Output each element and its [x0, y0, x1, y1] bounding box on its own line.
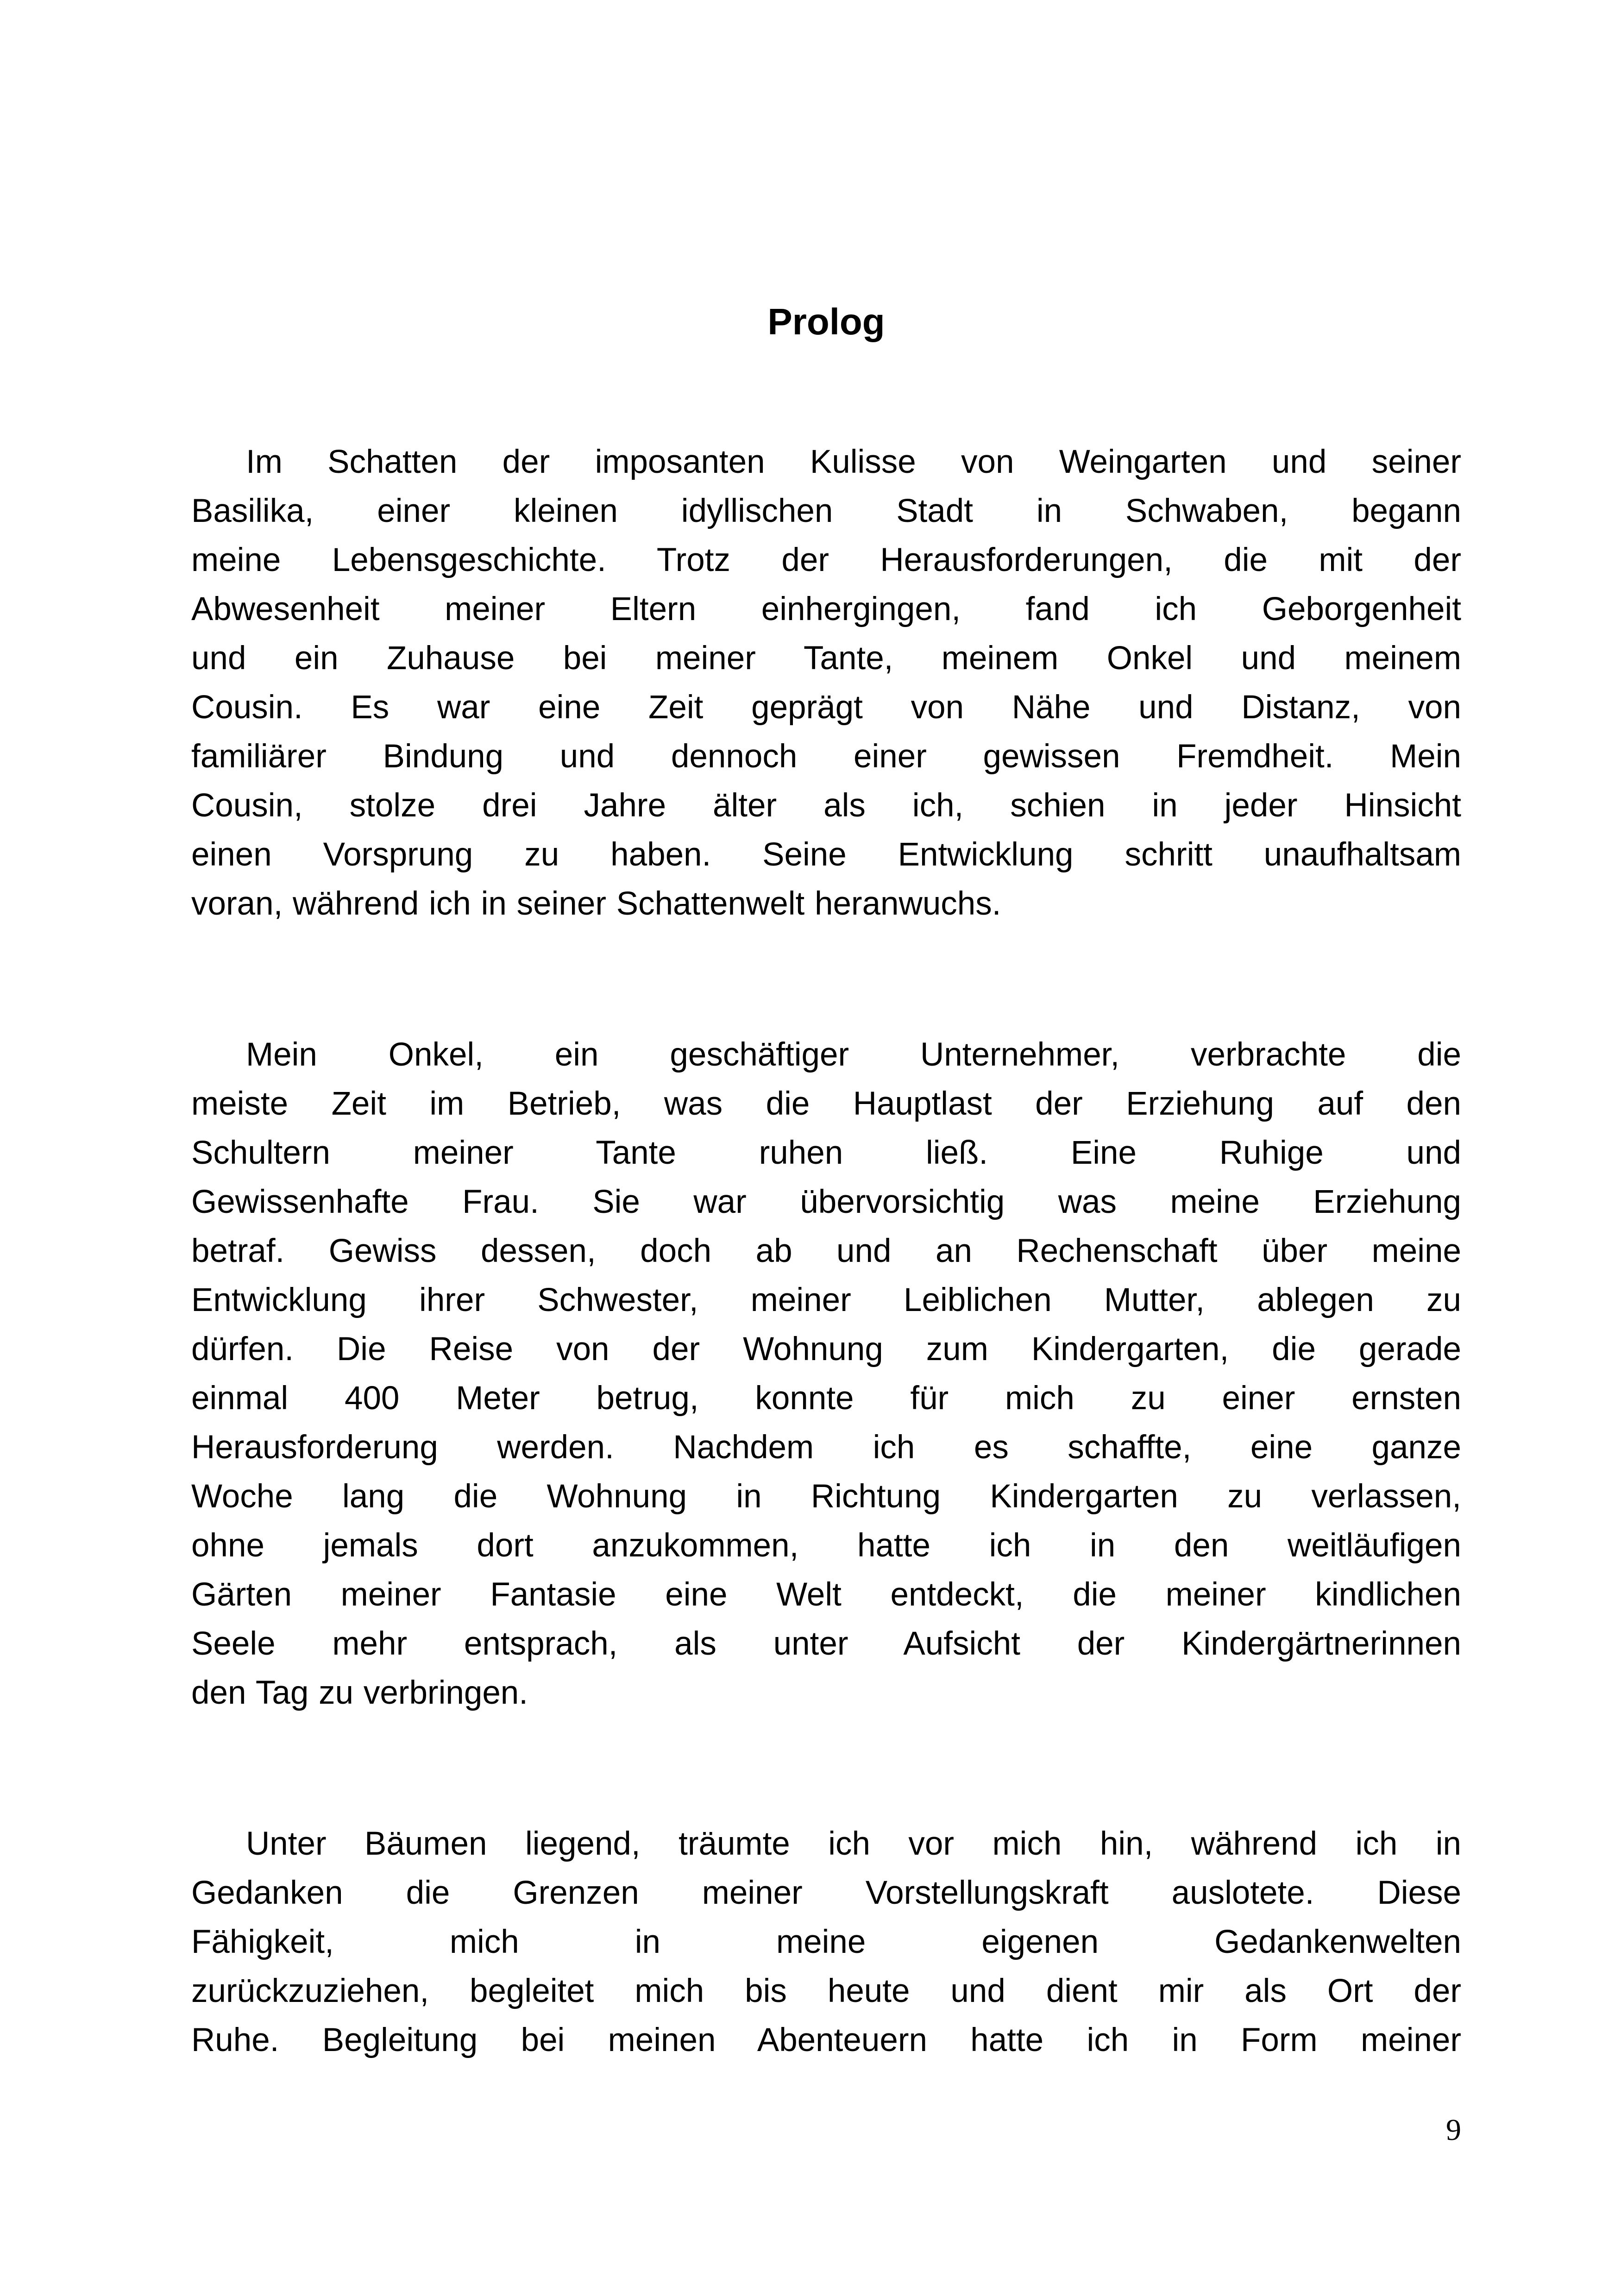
text-line: Gewissenhafte Frau. Sie war übervorsichtig was meine Erziehung: [191, 1184, 1461, 1220]
text-line: den Tag zu verbringen.: [191, 1675, 528, 1711]
paragraph: [191, 1819, 1461, 2065]
text-line: betraf. Gewiss dessen, doch ab und an Rechenschaft über meine: [191, 1233, 1461, 1269]
text-line: Herausforderung werden. Nachdem ich es schaffte, eine ganze: [191, 1429, 1461, 1466]
text-line: meiste Zeit im Betrieb, was die Hauptlast der Erziehung auf den: [191, 1085, 1461, 1122]
text-line: einmal 400 Meter betrug, konnte für mich zu einer ernsten: [191, 1380, 1461, 1417]
text-line: dürfen. Die Reise von der Wohnung zum Kindergarten, die gerade: [191, 1331, 1461, 1368]
text-line: Abwesenheit meiner Eltern einhergingen, fand ich Geborgenheit: [191, 591, 1461, 627]
text-line: Seele mehr entsprach, als unter Aufsicht der Kindergärtnerinnen: [191, 1625, 1461, 1662]
text-line: Woche lang die Wohnung in Richtung Kindergarten zu verlassen,: [191, 1478, 1461, 1515]
paragraph: [191, 1030, 1461, 1718]
text-line: Mein Onkel, ein geschäftiger Unternehmer, verbrachte die: [246, 1036, 1461, 1073]
text-line: Gedanken die Grenzen meiner Vorstellungskraft auslotete. Diese: [191, 1875, 1461, 1911]
text-line: Cousin. Es war eine Zeit geprägt von Nähe und Distanz, von: [191, 689, 1461, 726]
page-number: 9: [1446, 2113, 1461, 2147]
text-line: familiärer Bindung und dennoch einer gewissen Fremdheit. Mein: [191, 738, 1461, 775]
text-line: zurückzuziehen, begleitet mich bis heute und dient mir als Ort der: [191, 1973, 1461, 2009]
text-line: einen Vorsprung zu haben. Seine Entwicklung schritt unaufhaltsam: [191, 836, 1461, 873]
text-line: Ruhe. Begleitung bei meinen Abenteuern hatte ich in Form meiner: [191, 2022, 1461, 2058]
page-title: Prolog: [767, 301, 885, 342]
paragraph: [191, 438, 1461, 928]
text-block: [191, 0, 1461, 2065]
text-line: Schultern meiner Tante ruhen ließ. Eine Ruhige und: [191, 1135, 1461, 1171]
text-line: und ein Zuhause bei meiner Tante, meinem Onkel und meinem: [191, 640, 1461, 677]
text-line: meine Lebensgeschichte. Trotz der Herausforderungen, die mit der: [191, 542, 1461, 578]
text-line: Fähigkeit, mich in meine eigenen Gedankenwelten: [191, 1924, 1461, 1960]
text-line: Unter Bäumen liegend, träumte ich vor mich hin, während ich in: [246, 1826, 1461, 1862]
text-line: Basilika, einer kleinen idyllischen Stadt in Schwaben, begann: [191, 493, 1461, 529]
text-line: Cousin, stolze drei Jahre älter als ich, schien in jeder Hinsicht: [191, 787, 1461, 824]
text-line: Gärten meiner Fantasie eine Welt entdeckt, die meiner kindlichen: [191, 1576, 1461, 1613]
text-line: Entwicklung ihrer Schwester, meiner Leiblichen Mutter, ablegen zu: [191, 1282, 1461, 1318]
text-line: ohne jemals dort anzukommen, hatte ich in den weitläufigen: [191, 1527, 1461, 1564]
text-line: Im Schatten der imposanten Kulisse von Weingarten und seiner: [246, 444, 1461, 480]
text-line: voran, während ich in seiner Schattenwelt heranwuchs.: [191, 885, 1001, 922]
body-paragraphs: [191, 438, 1461, 2065]
